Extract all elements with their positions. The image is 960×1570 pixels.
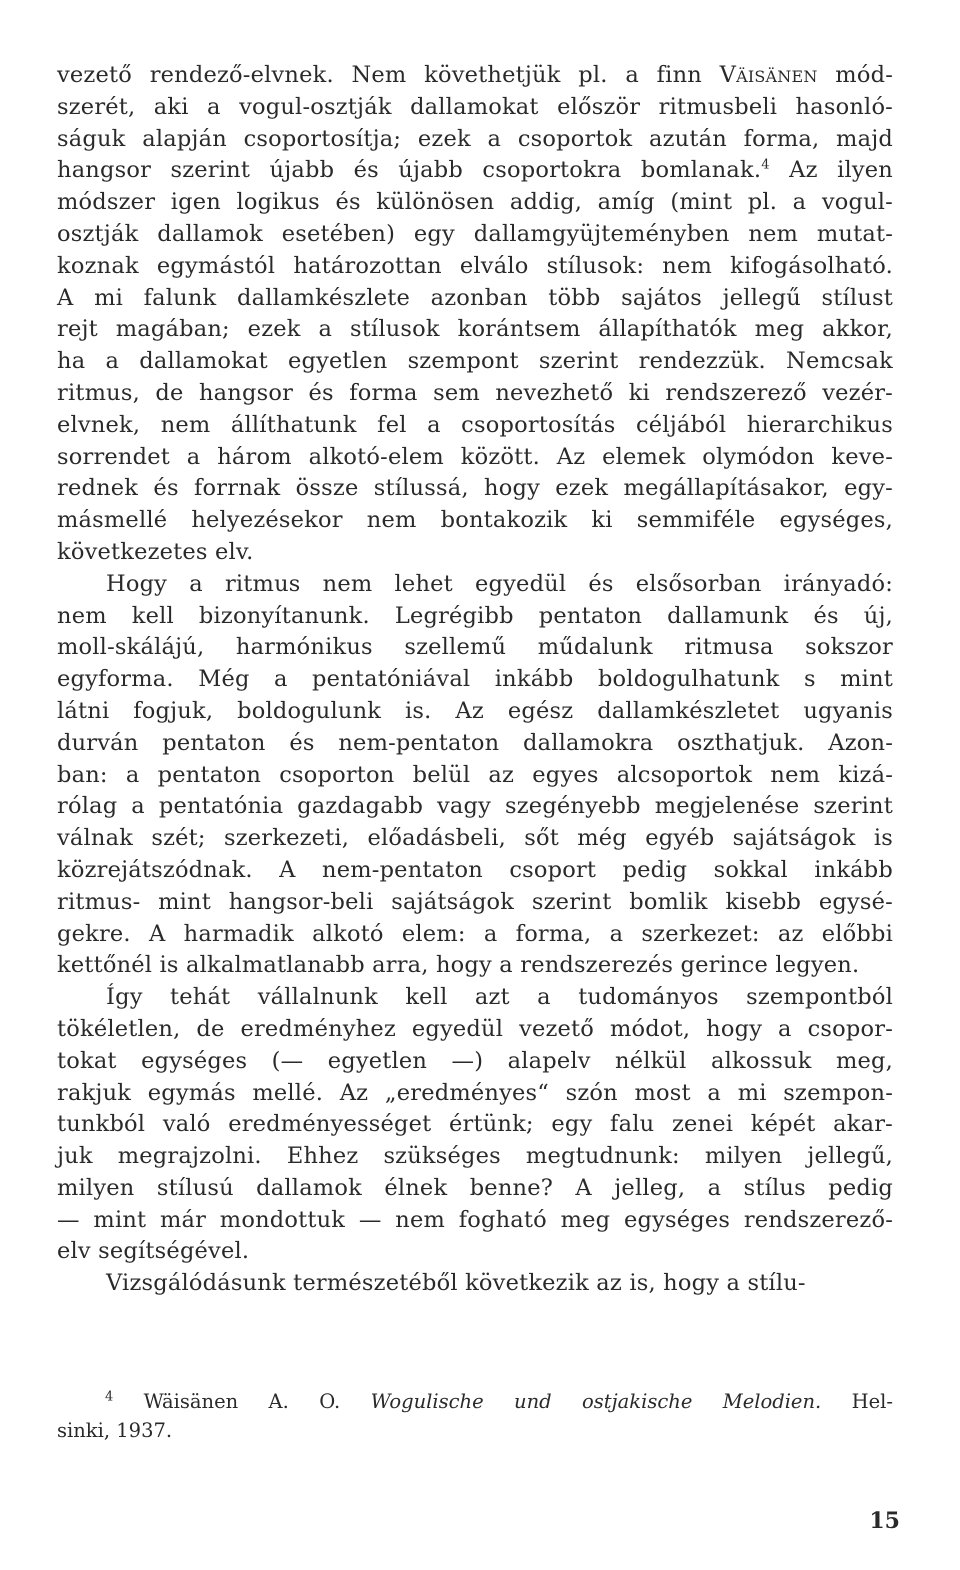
text-line-17: Hogy a ritmus nem lehet egyedül és elsősorban irányadó: (106, 570, 893, 597)
text-line-36: milyen stílusú dallamok élnek benne? A jelleg, a stílus pedig (57, 1174, 893, 1201)
text-line-5: módszer igen logikus és különösen addig, amíg (mint pl. a vogul- (57, 189, 893, 216)
text-line-28: gekre. A harmadik alkotó elem: a forma, a szerkezet: az előbbi (57, 920, 893, 947)
text-line-22: durván pentaton és nem-pentaton dallamokra oszthatjuk. Azon- (57, 729, 893, 756)
page-number: 15 (869, 1508, 900, 1534)
text-line-20: egyforma. Még a pentatóniával inkább boldogulhatunk s mint (57, 666, 893, 693)
text-line-2: szerét, aki a vogul-osztják dallamokat először ritmusbeli hasonló- (57, 93, 893, 120)
text-line-39: Vizsgálódásunk természetéből következik az is, hogy a stílu- (106, 1270, 806, 1297)
text-line-16: következetes elv. (57, 538, 254, 565)
text-line-8: A mi falunk dallamkészlete azonban több sajátos jellegű stílust (57, 284, 893, 311)
text-line-33: rakjuk egymás mellé. Az „eredményes“ szón most a mi szempon- (57, 1079, 893, 1106)
text-line-14: rednek és forrnak össze stílussá, hogy ezek megállapításakor, egy- (57, 475, 893, 502)
text-line-6: osztják dallamok esetében) egy dallamgyüjteményben nem mutat- (57, 220, 893, 247)
text-line-29: kettőnél is alkalmatlanabb arra, hogy a rendszerezés gerince legyen. (57, 952, 860, 979)
text-line-4: hangsor szerint újabb és újabb csoportokra bomlanak.$^4$ Az ilyen (57, 157, 893, 184)
text-line-11: ritmus, de hangsor és forma sem nevezhető ki rendszerező vezér- (57, 379, 893, 406)
text-line-32: tokat egységes (— egyetlen —) alapelv nélkül alkossuk meg, (57, 1047, 893, 1074)
author-name-smallcaps: Väisänen (719, 62, 818, 88)
text-line-18: nem kell bizonyítanunk. Legrégibb pentaton dallamunk és új, (57, 602, 893, 629)
text-line-26: közrejátszódnak. A nem-pentaton csoport pedig sokkal inkább (57, 856, 893, 883)
text-line-30: Így tehát vállalnunk kell azt a tudományos szempontból (106, 984, 893, 1011)
text-line-7: koznak egymástól határozottan elválo stílusok: nem kifogásolható. (57, 252, 893, 279)
text-line-27: ritmus- mint hangsor-beli sajátságok szerint bomlik kisebb egysé- (57, 888, 893, 915)
page-body (57, 60, 893, 1300)
text-line-10: ha a dallamokat egyetlen szempont szerint rendezzük. Nemcsak (57, 348, 893, 375)
text-line-1: vezető rendező-elvnek. Nem követhetjük pl. a finn Väisänen mód- (57, 62, 893, 88)
footnote (57, 1387, 893, 1445)
text-line-37: — mint már mondottuk — nem fogható meg egységes rendszerező- (57, 1206, 893, 1233)
footnote-reference: 4 (761, 157, 770, 173)
footnote-line-1: $^4$ Wäisänen A. O. Wogulische und ostjakische Melodien. Hel- (105, 1389, 893, 1413)
text-line-13: sorrendet a három alkotó-elem között. Az elemek olymódon keve- (57, 443, 893, 470)
text-line-21: látni fogjuk, boldogulunk is. Az egész dallamkészletet ugyanis (57, 697, 893, 724)
text-line-34: tunkból való eredményességet értünk; egy falu zenei képét akar- (57, 1111, 893, 1138)
text-line-38: elv segítségével. (57, 1238, 250, 1265)
footnote-marker: 4 (105, 1389, 114, 1405)
text-line-23: ban: a pentaton csoporton belül az egyes alcsoportok nem kizá- (57, 761, 893, 788)
text-line-24: rólag a pentatónia gazdagabb vagy szegényebb megjelenése szerint (57, 793, 893, 820)
footnote-title: Wogulische und ostjakische Melodien. (370, 1390, 822, 1413)
text-line-35: juk megrajzolni. Ehhez szükséges megtudnunk: milyen jellegű, (57, 1143, 893, 1170)
text-line-31: tökéletlen, de eredményhez egyedül vezető módot, hogy a csopor- (57, 1015, 893, 1042)
text-line-15: másmellé helyezésekor nem bontakozik ki semmiféle egységes, (57, 507, 893, 534)
footnote-line-2: sinki, 1937. (57, 1419, 173, 1442)
text-line-12: elvnek, nem állíthatunk fel a csoportosítás céljából hierarchikus (57, 411, 893, 438)
text-line-19: moll-skálájú, harmónikus szellemű műdalunk ritmusa sokszor (57, 634, 893, 661)
text-line-25: válnak szét; szerkezeti, előadásbeli, sőt még egyéb sajátságok is (57, 825, 893, 852)
footnote-author: Wäisänen A. O. (143, 1390, 341, 1413)
text-line-3: ságuk alapján csoportosítja; ezek a csoportok azután forma, majd (57, 125, 893, 152)
text-line-9: rejt magában; ezek a stílusok korántsem állapíthatók meg akkor, (57, 316, 893, 343)
